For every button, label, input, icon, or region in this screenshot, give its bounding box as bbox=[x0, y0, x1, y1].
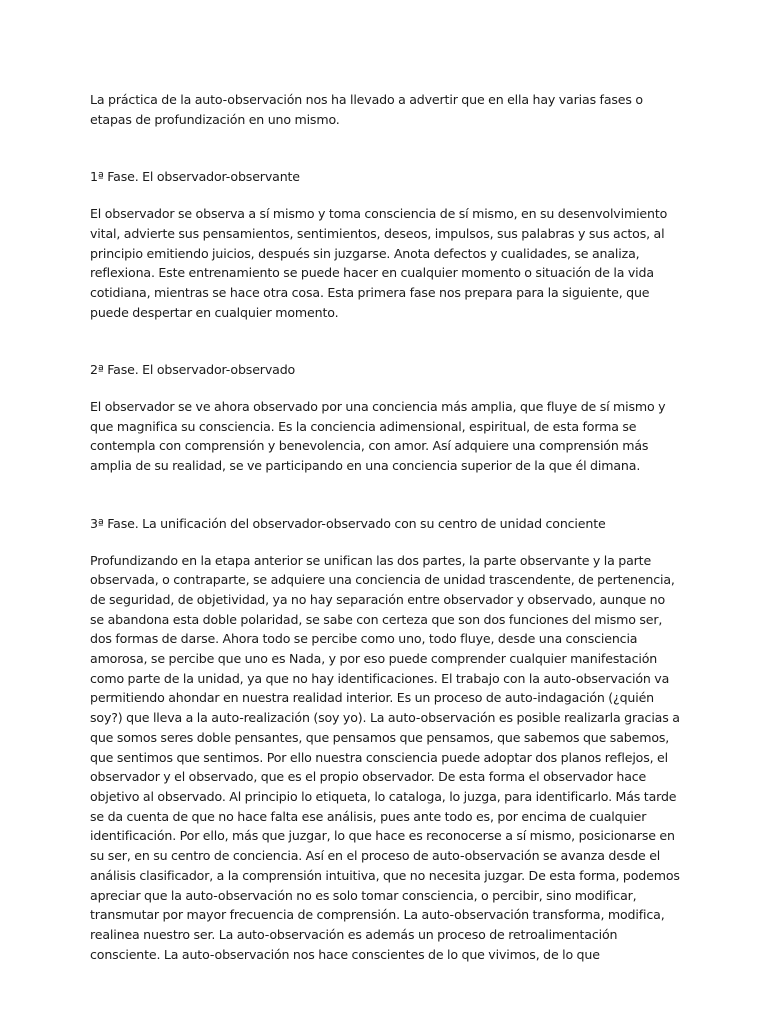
section-body-phase-3: Profundizando en la etapa anterior se unifican las dos partes, la parte observante y la parte observada, o contraparte, se adquiere una conciencia de unidad trascendente, de pertenencia, de seguridad, de objetividad, ya no hay separación entre observador y observado, aunque no se abandona esta doble polaridad, se sabe con certeza que son dos funciones del mismo ser, dos formas de darse. Ahora todo se percibe como uno, todo fluye, desde una consciencia amorosa, se percibe que uno es Nada, y por eso puede comprender cualquier manifestación como parte de la unidad, ya que no hay identificaciones. El trabajo con la auto-observación va permitiendo ahondar en nuestra realidad interior. Es un proceso de auto-indagación (¿quién soy?) que lleva a la auto-realización (soy yo). La auto-observación es posible realizarla gracias a que somos seres doble pensantes, que pensamos que pensamos, que sabemos que sabemos, que sentimos que sentimos. Por ello nuestra consciencia puede adoptar dos planos reflejos, el observador y el observado, que es el propio observador. De esta forma el observador hace objetivo al observado. Al principio lo etiqueta, lo cataloga, lo juzga, para identificarlo. Más tarde se da cuenta de que no hace falta ese análisis, pues ante todo es, por encima de cualquier identificación. Por ello, más que juzgar, lo que hace es reconocerse a sí mismo, posicionarse en su ser, en su centro de conciencia. Así en el proceso de auto-observación se avanza desde el análisis clasificador, a la comprensión intuitiva, que no necesita juzgar. De esta forma, podemos apreciar que la auto-observación no es solo tomar consciencia, o percibir, sino modificar, transmutar por mayor frecuencia de comprensión. La auto-observación transforma, modifica, realinea nuestro ser. La auto-observación es además un proceso de retroalimentación consciente. La auto-observación nos hace conscientes de lo que vivimos, de lo que bbox=[90, 552, 680, 962]
intro-paragraph: La práctica de la auto-observación nos ha llevado a advertir que en ella hay varias fases o etapas de profundización en uno mismo. bbox=[90, 92, 643, 127]
section-body-phase-1: El observador se observa a sí mismo y toma consciencia de sí mismo, en su desenvolvimiento vital, advierte sus pensamientos, sentimientos, deseos, impulsos, sus palabras y sus actos, al principio emitiendo juicios, después sin juzgarse. Anota defectos y cualidades, se analiza, reflexiona. Este entrenamiento se puede hacer en cualquier momento o situación de la vida cotidiana, mientras se hace otra cosa. Esta primera fase nos prepara para la siguiente, que puede despertar en cualquier momento. bbox=[90, 206, 668, 320]
section-heading-phase-1: 1ª Fase. El observador-observante bbox=[90, 169, 300, 185]
section-body-phase-2: El observador se ve ahora observado por una conciencia más amplia, que fluye de sí mismo y que magnifica su consciencia. Es la conciencia adimensional, espiritual, de esta forma se contempla con comprensión y benevolencia, con amor. Así adquiere una comprensión más amplia de su realidad, se ve participando en una conciencia superior de la que él dimana. bbox=[90, 399, 666, 474]
section-heading-phase-3: 3ª Fase. La unificación del observador-observado con su centro de unidad conciente bbox=[90, 515, 606, 531]
section-heading-phase-2: 2ª Fase. El observador-observado bbox=[90, 362, 296, 378]
document-page bbox=[90, 90, 680, 964]
